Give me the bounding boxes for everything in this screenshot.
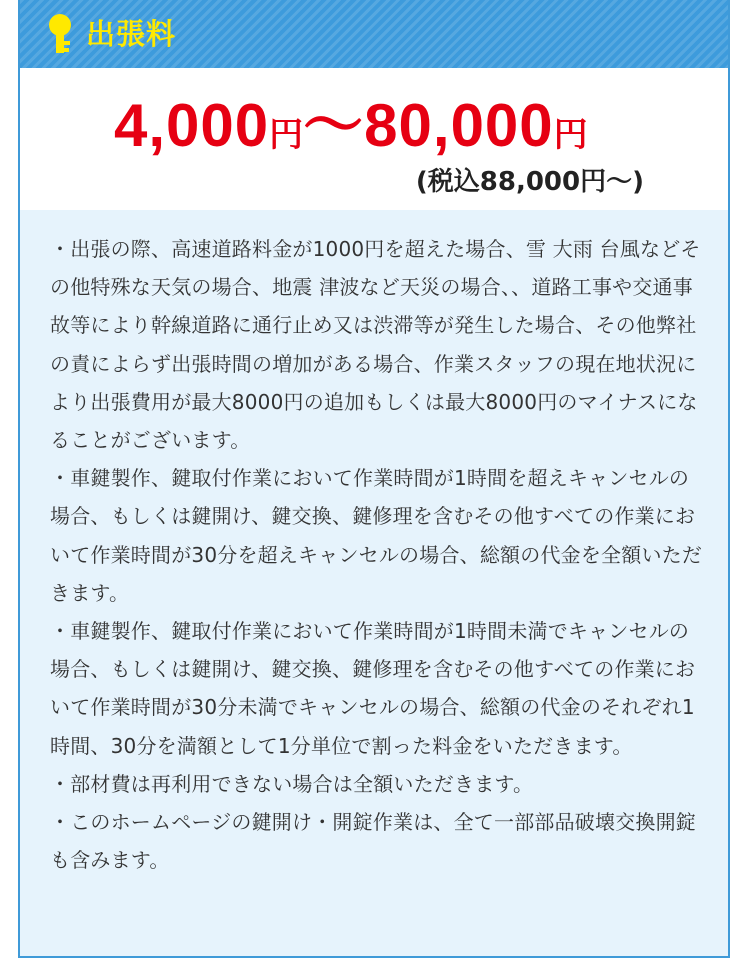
note-item: ・出張の際、高速道路料金が1000円を超えた場合、雪 大雨 台風などその他特殊な天気の場合、地震 津波など天災の場合、、道路工事や交通事故等により幹線道路に通行止め又は渋滞等が発生した場合、その他弊社の責によらず出張時間の増加がある場合、作業スタッフの現在地状況により出張費用が最大8000円の追加もしくは最大8000円のマイナスになることがございます。 [50, 237, 701, 453]
fee-panel [18, 0, 730, 958]
note-item: ・車鍵製作、鍵取付作業において作業時間が1時間を超えキャンセルの場合、もしくは鍵開け、鍵交換、鍵修理を含むその他すべての作業において作業時間が30分を超えキャンセルの場合、総額の代金を全額いただきます。 [50, 466, 703, 605]
price-range [114, 92, 588, 159]
price-unit-min: 円 [269, 115, 304, 155]
tax-included-price: (税込88,000円～) [415, 167, 644, 197]
notes-list [20, 210, 728, 879]
note-item: ・部材費は再利用できない場合は全額いただきます。 [50, 771, 534, 796]
note-item: ・車鍵製作、鍵取付作業において作業時間が1時間未満でキャンセルの場合、もしくは鍵開け、鍵交換、鍵修理を含むその他すべての作業において作業時間が30分未満でキャンセルの場合、総額の代金のそれぞれ1時間、30分を満額として1分単位で割った料金をいただきます。 [50, 619, 696, 758]
price-box [20, 68, 728, 210]
key-icon [46, 13, 74, 57]
price-separator: ～ [303, 92, 365, 159]
price-max: 80,000 [364, 92, 554, 159]
section-title: 出張料 [86, 16, 177, 51]
section-header [20, 0, 728, 68]
price-min: 4,000 [114, 92, 270, 159]
note-item: ・このホームページの鍵開け・開錠作業は、全て一部部品破壊交換開錠も含みます。 [50, 810, 696, 873]
price-unit-max: 円 [553, 115, 588, 155]
